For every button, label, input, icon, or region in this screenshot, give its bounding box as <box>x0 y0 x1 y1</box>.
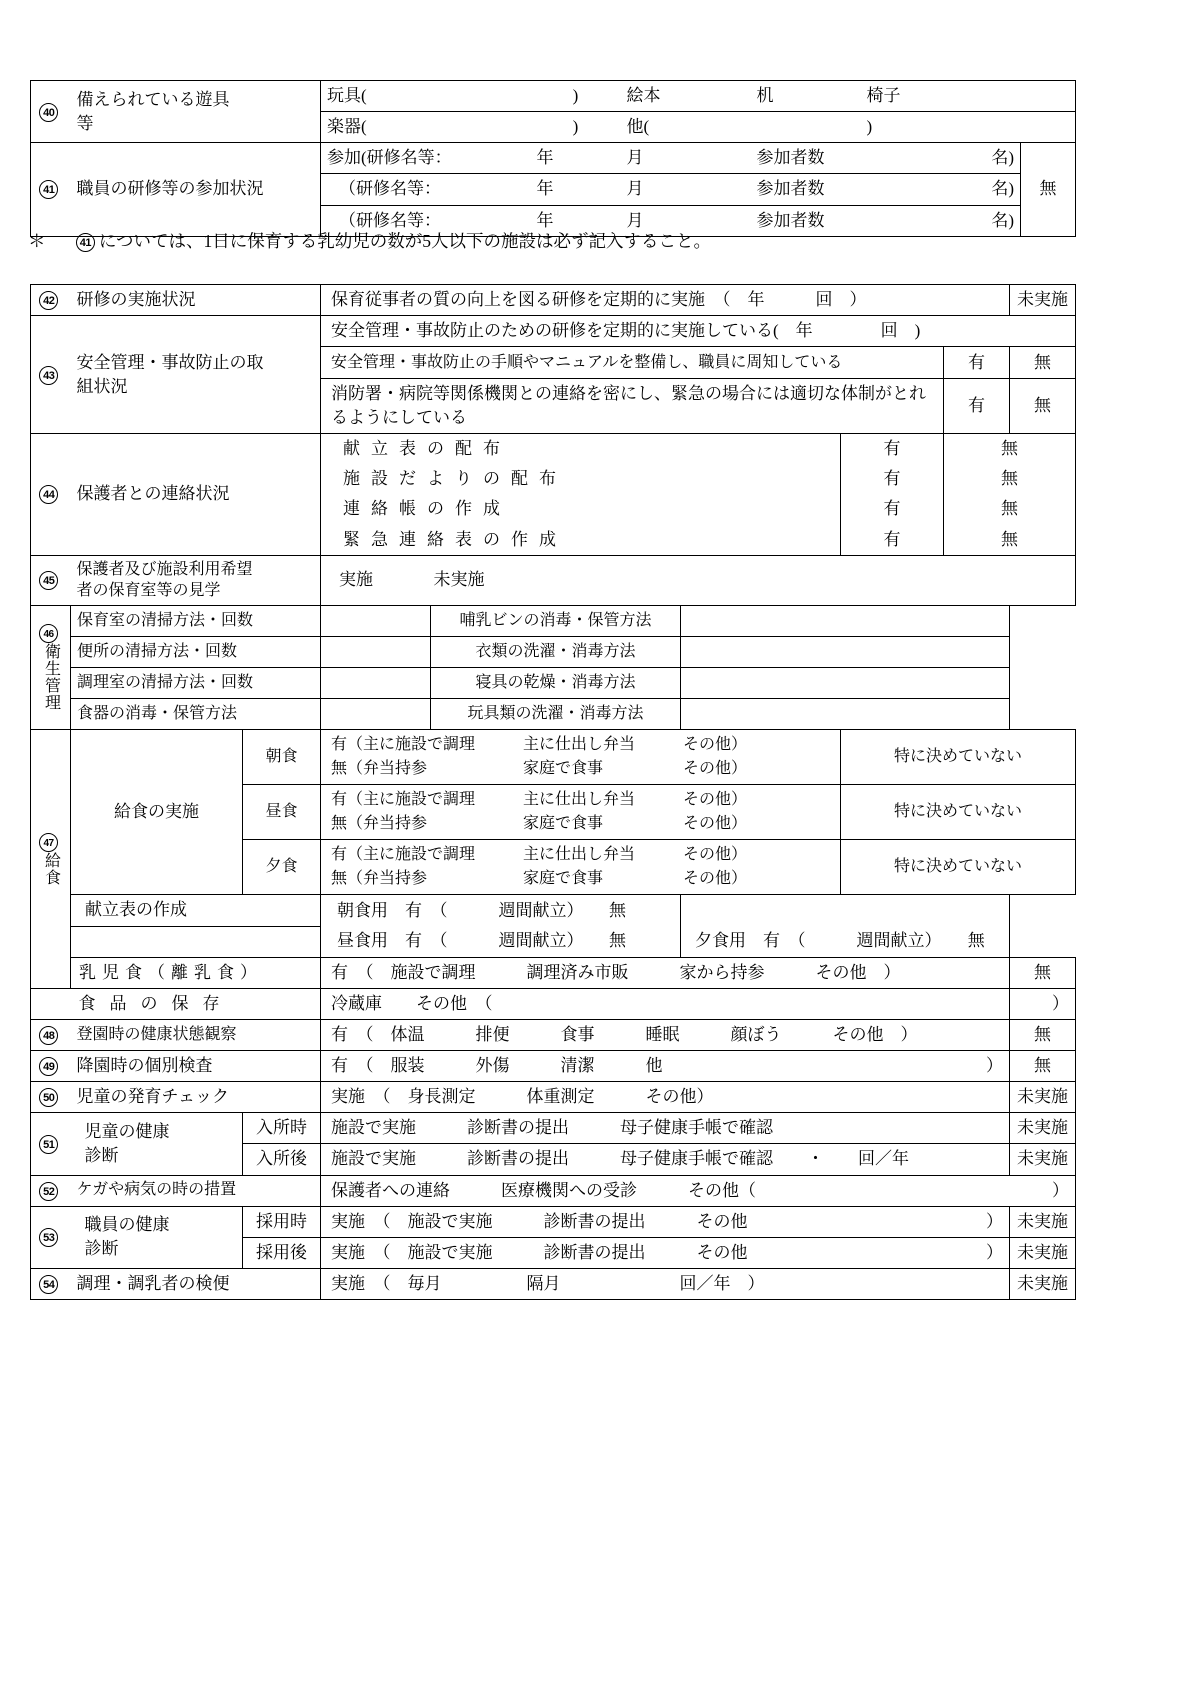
growth-check-options: 実施 （ 身長測定 体重測定 その他） <box>321 1082 1010 1113</box>
baby-food-options: 有 （ 施設で調理 調理済み市販 家から持参 その他 ） <box>321 957 1010 988</box>
toys-field-label: 玩具( <box>321 81 531 112</box>
kitchen-cleaning-value[interactable] <box>321 668 431 699</box>
table-row-47-storage <box>31 988 1076 1019</box>
arrival-health-check-options: 有 （ 体温 排便 食事 睡眠 顔ぼう その他 ） <box>321 1019 1010 1050</box>
table-row-46b <box>31 637 1076 668</box>
breakfast-undecided: 特に決めていない <box>841 730 1076 785</box>
other-field-blank <box>751 112 861 143</box>
breakfast-label: 朝食 <box>243 730 321 785</box>
instrument-field-close: ) <box>531 112 621 143</box>
table-row-47-menu2 <box>31 926 1076 957</box>
row-label-49: 降園時の個別検査 <box>71 1051 321 1082</box>
lunch-undecided: 特に決めていない <box>841 785 1076 840</box>
row-number-42: 42 <box>31 285 71 316</box>
training-entry-2-count-label: 参加者数 <box>751 174 861 205</box>
staff-exam-after-close: ） <box>944 1237 1010 1268</box>
menu-dinner-no: 無 <box>944 926 1010 957</box>
safety-manual-no: 無 <box>1010 347 1076 379</box>
row-label-52: ケガや病気の時の措置 <box>71 1175 321 1206</box>
child-exam-after-label: 入所後 <box>243 1144 321 1175</box>
emergency-list-no: 無 <box>944 525 1076 556</box>
child-exam-after-not-implemented: 未実施 <box>1010 1144 1076 1175</box>
menu-distribution-label: 献立表の配布 <box>321 434 841 465</box>
training-entry-1-year: 年 <box>531 143 621 174</box>
newsletter-distribution-yes: 有 <box>841 464 944 494</box>
table-row-52 <box>31 1175 1076 1206</box>
row-label-41: 職員の研修等の参加状況 <box>71 143 321 236</box>
table-row-46d <box>31 699 1076 730</box>
row-number-45: 45 <box>31 555 71 605</box>
toys-field-close: ) <box>531 81 621 112</box>
hygiene-vstack: 46 衛生管理 <box>37 624 64 711</box>
row-number-52: 52 <box>31 1175 71 1206</box>
dinner-label: 夕食 <box>243 840 321 895</box>
safety-manual-line: 安全管理・事故防止の手順やマニュアルを整備し、職員に周知している <box>321 347 944 379</box>
safety-manual-yes: 有 <box>944 347 1010 379</box>
row-number-41: 41 <box>31 143 71 236</box>
meal-vstack: 47 給食 <box>37 833 64 886</box>
training-entry-2-prefix: （研修名等： <box>321 174 531 205</box>
row-label-51: 児童の健康 診断 <box>71 1113 243 1175</box>
clothes-washing-label: 衣類の洗濯・消毒方法 <box>431 637 681 668</box>
menu-lunch: 昼食用 有 （ 週間献立） 無 <box>321 926 681 957</box>
table-row-43a <box>31 316 1076 347</box>
injury-response-options: 保護者への連絡 医療機関への受診 その他（ <box>321 1175 1010 1206</box>
row-number-51: 51 <box>31 1113 71 1175</box>
training-entry-1-month: 月 <box>621 143 751 174</box>
newsletter-distribution-no: 無 <box>944 464 1076 494</box>
dinner-options: 有（主に施設で調理 主に仕出し弁当 その他） 無（弁当持参 家庭で食事 その他） <box>321 840 841 895</box>
injury-response-close: ） <box>1010 1175 1076 1206</box>
departure-check-none: 無 <box>1010 1051 1076 1082</box>
staff-exam-after-not-implemented: 未実施 <box>1010 1237 1076 1268</box>
row-label-40: 備えられている遊具 等 <box>71 81 321 143</box>
row-label-54: 調理・調乳者の検便 <box>71 1268 321 1299</box>
departure-check-close: ） <box>944 1051 1010 1082</box>
staff-exam-hire-not-implemented: 未実施 <box>1010 1206 1076 1237</box>
child-exam-entry-not-implemented: 未実施 <box>1010 1113 1076 1144</box>
stool-test-not-implemented: 未実施 <box>1010 1268 1076 1299</box>
training-entry-1-prefix: 参加(研修名等： <box>321 143 531 174</box>
table-row-44a <box>31 434 1076 465</box>
table-row-51a <box>31 1113 1076 1144</box>
menu-breakfast: 朝食用 有 （ 週間献立） 無 <box>321 895 681 926</box>
table-row-47-breakfast <box>31 730 1076 785</box>
safety-training-line: 安全管理・事故防止のための研修を定期的に実施している( 年 回 ) <box>321 316 1076 347</box>
table-row-40 <box>31 81 1076 112</box>
table-row-53a <box>31 1206 1076 1237</box>
row-label-45: 保護者及び施設利用希望 者の保育室等の見学 <box>71 555 321 605</box>
emergency-contact-line: 消防署・病院等関係機関との連絡を密にし、緊急の場合には適切な体制がとれるようにしている <box>321 378 944 433</box>
stool-test-options: 実施 （ 毎月 隔月 回／年 ） <box>321 1268 1010 1299</box>
contact-book-no: 無 <box>944 494 1076 524</box>
emergency-list-label: 緊急連絡表の作成 <box>321 525 841 556</box>
row-number-49: 49 <box>31 1051 71 1082</box>
training-entry-2-unit: 名) <box>861 174 1021 205</box>
hygiene-section-label <box>31 605 71 730</box>
other-field-close: ) <box>861 112 1021 143</box>
menu-distribution-no: 無 <box>944 434 1076 465</box>
menu-dinner: 夕食用 有 （ 週間献立） <box>681 926 944 957</box>
emergency-contact-yes: 有 <box>944 378 1010 433</box>
staff-exam-hire-close: ） <box>944 1206 1010 1237</box>
meal-implementation-label: 給食の実施 <box>71 730 243 895</box>
meal-section-label-bottom <box>31 988 71 1019</box>
toy-washing-value[interactable] <box>681 699 1010 730</box>
row-label-50: 児童の発育チェック <box>71 1082 321 1113</box>
main-table <box>30 284 1076 1300</box>
observation-options: 実施 未実施 <box>321 555 1076 605</box>
row-number-48: 48 <box>31 1019 71 1050</box>
table-row-46a <box>31 605 1076 636</box>
table-row-42 <box>31 285 1076 316</box>
table-row-50 <box>31 1082 1076 1113</box>
picturebook-option: 絵本 <box>621 81 751 112</box>
desk-option: 机 <box>751 81 861 112</box>
growth-check-not-implemented: 未実施 <box>1010 1082 1076 1113</box>
tableware-sterilization-label: 食器の消毒・保管方法 <box>71 699 321 730</box>
table-row-48 <box>31 1019 1076 1050</box>
row-label-44: 保護者との連絡状況 <box>71 434 321 556</box>
row-number-53: 53 <box>31 1206 71 1268</box>
menu-top-right-blank <box>681 895 1010 926</box>
departure-check-options: 有 （ 服装 外傷 清潔 他 <box>321 1051 944 1082</box>
row-label-53: 職員の健康 診断 <box>71 1206 243 1268</box>
toy-washing-label: 玩具類の洗濯・消毒方法 <box>431 699 681 730</box>
staff-exam-after-label: 採用後 <box>243 1237 321 1268</box>
lunch-label: 昼食 <box>243 785 321 840</box>
clothes-washing-value[interactable] <box>681 637 1010 668</box>
row-label-42: 研修の実施状況 <box>71 285 321 316</box>
menu-creation-label-continued <box>71 926 321 957</box>
kitchen-cleaning-label: 調理室の清掃方法・回数 <box>71 668 321 699</box>
training-entry-3-unit: 名) <box>861 205 1021 236</box>
emergency-contact-no: 無 <box>1010 378 1076 433</box>
staff-exam-after-options: 実施 （ 施設で実施 診断書の提出 その他 <box>321 1237 944 1268</box>
nursery-cleaning-label: 保育室の清掃方法・回数 <box>71 605 321 636</box>
bottle-sterilization-label: 哺乳ビンの消毒・保管方法 <box>431 605 681 636</box>
training-entry-3-month: 月 <box>621 205 751 236</box>
instrument-field-label: 楽器( <box>321 112 531 143</box>
top-table <box>30 80 1076 237</box>
toys-row-spacer <box>1021 81 1076 112</box>
footnote: ＊ 41 については、1日に保育する乳幼児の数が5人以下の施設は必ず記入すること。 <box>28 231 712 251</box>
row-number-40: 40 <box>31 81 71 143</box>
toilet-cleaning-label: 便所の清掃方法・回数 <box>71 637 321 668</box>
menu-creation-label: 献立表の作成 <box>71 895 321 926</box>
training-not-implemented-mark: 未実施 <box>1010 285 1076 316</box>
table-row-54 <box>31 1268 1076 1299</box>
bedding-drying-value[interactable] <box>681 668 1010 699</box>
child-exam-after-options: 施設で実施 診断書の提出 母子健康手帳で確認 ・ 回／年 <box>321 1144 1010 1175</box>
table-row-49 <box>31 1051 1076 1082</box>
menu-distribution-yes: 有 <box>841 434 944 465</box>
dinner-undecided: 特に決めていない <box>841 840 1076 895</box>
food-storage-options: 冷蔵庫 その他 （ <box>321 988 1010 1019</box>
training-none-mark: 無 <box>1021 143 1076 236</box>
other-field-open: 他( <box>621 112 751 143</box>
toilet-cleaning-value[interactable] <box>321 637 431 668</box>
row-number-50: 50 <box>31 1082 71 1113</box>
child-exam-entry-options: 施設で実施 診断書の提出 母子健康手帳で確認 <box>321 1113 1010 1144</box>
child-exam-entry-label: 入所時 <box>243 1113 321 1144</box>
contact-book-label: 連絡帳の作成 <box>321 494 841 524</box>
arrival-health-check-none: 無 <box>1010 1019 1076 1050</box>
row-number-44: 44 <box>31 434 71 556</box>
nursery-cleaning-value[interactable] <box>321 605 431 636</box>
baby-food-none: 無 <box>1010 957 1076 988</box>
lunch-options: 有（主に施設で調理 主に仕出し弁当 その他） 無（弁当持参 家庭で食事 その他） <box>321 785 841 840</box>
row-label-48: 登園時の健康状態観察 <box>71 1019 321 1050</box>
table-row-47-babyfood <box>31 957 1076 988</box>
training-entry-1-unit: 名) <box>861 143 1021 174</box>
training-entry-2-year: 年 <box>531 174 621 205</box>
chair-option: 椅子 <box>861 81 1021 112</box>
bottle-sterilization-value[interactable] <box>681 605 1010 636</box>
tableware-sterilization-value[interactable] <box>321 699 431 730</box>
bedding-drying-label: 寝具の乾燥・消毒方法 <box>431 668 681 699</box>
meal-section-label <box>31 730 71 988</box>
row-label-43: 安全管理・事故防止の取 組状況 <box>71 316 321 434</box>
training-entry-2-month: 月 <box>621 174 751 205</box>
training-implementation-content: 保育従事者の質の向上を図る研修を定期的に実施 （ 年 回 ） <box>321 285 1010 316</box>
staff-exam-hire-label: 採用時 <box>243 1206 321 1237</box>
row-number-54: 54 <box>31 1268 71 1299</box>
table-row-47-menu <box>31 895 1076 926</box>
newsletter-distribution-label: 施設だよりの配布 <box>321 464 841 494</box>
training-entry-3-prefix: （研修名等： <box>321 205 531 236</box>
emergency-list-yes: 有 <box>841 525 944 556</box>
training-entry-3-count-label: 参加者数 <box>751 205 861 236</box>
training-entry-1-count-label: 参加者数 <box>751 143 861 174</box>
food-storage-label: 食品の保存 <box>71 988 321 1019</box>
contact-book-yes: 有 <box>841 494 944 524</box>
table-row-45 <box>31 555 1076 605</box>
table-row-46c <box>31 668 1076 699</box>
breakfast-options: 有（主に施設で調理 主に仕出し弁当 その他） 無（弁当持参 家庭で食事 その他） <box>321 730 841 785</box>
staff-exam-hire-options: 実施 （ 施設で実施 診断書の提出 その他 <box>321 1206 944 1237</box>
food-storage-close: ） <box>1010 988 1076 1019</box>
instrument-row-spacer <box>1021 112 1076 143</box>
training-entry-3-year: 年 <box>531 205 621 236</box>
row-number-43: 43 <box>31 316 71 434</box>
baby-food-label: 乳児食（離乳食） <box>71 957 321 988</box>
table-row-41 <box>31 143 1076 174</box>
